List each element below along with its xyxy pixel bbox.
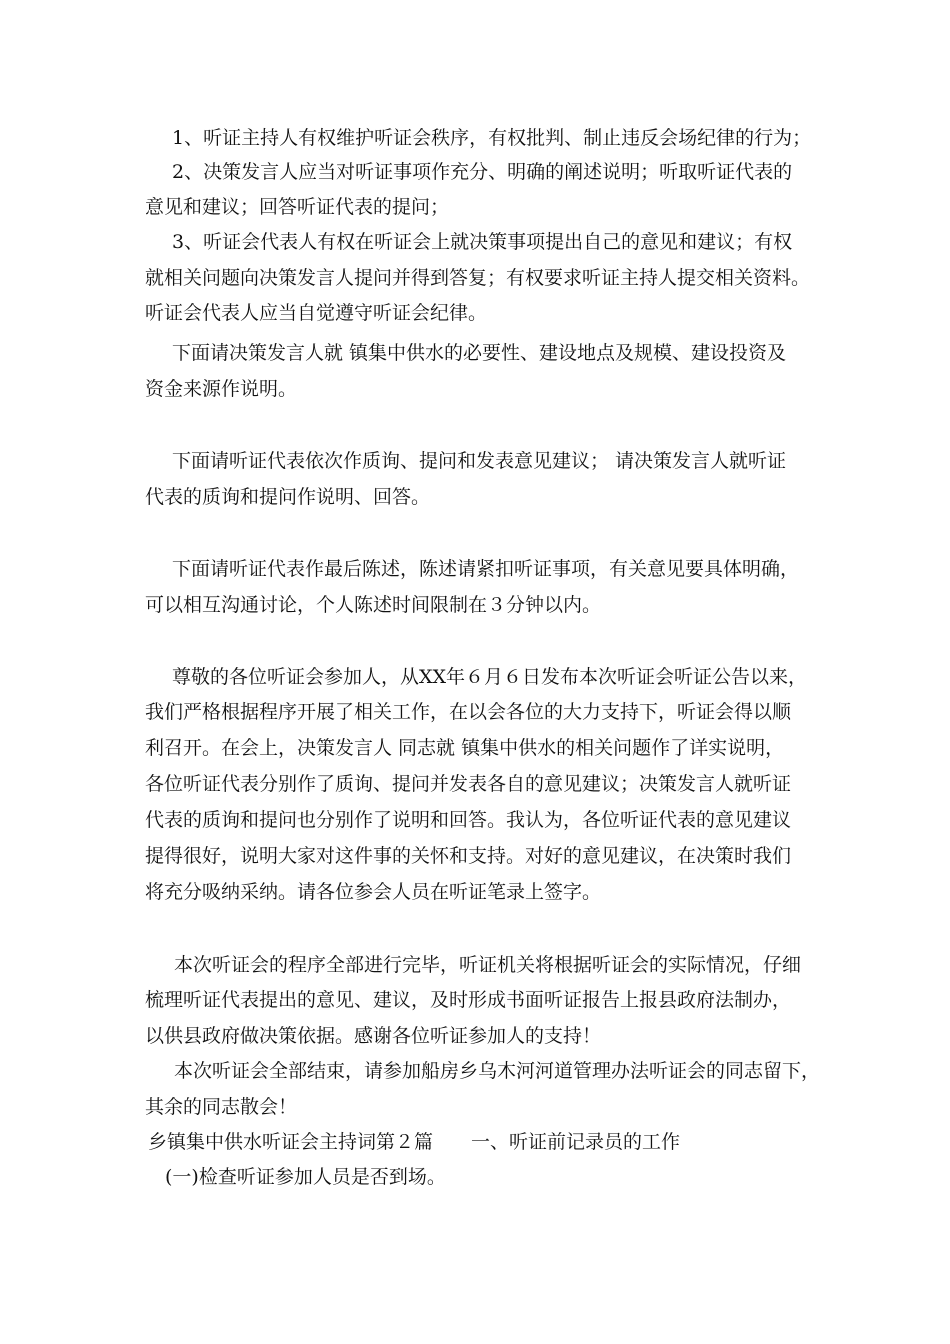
text-line: 本次听证会的程序全部进行完毕，听证机关将根据听证会的实际情况，仔细 xyxy=(174,954,802,976)
text-line: 其余的同志散会！ xyxy=(145,1096,298,1118)
text-line: 听证会代表人应当自觉遵守听证会纪律。 xyxy=(145,302,488,324)
text-line: 1、听证主持人有权维护听证会秩序，有权批判、制止违反会场纪律的行为； xyxy=(172,127,812,149)
text-line: 代表的质询和提问作说明、回答。 xyxy=(145,486,431,508)
text-line: 下面请听证代表作最后陈述，陈述请紧扣听证事项，有关意见要具体明确， xyxy=(172,558,800,580)
text-line: 意见和建议；回答听证代表的提问； xyxy=(145,196,450,218)
text-line: 梳理听证代表提出的意见、建议，及时形成书面听证报告上报县政府法制办， xyxy=(145,989,792,1011)
text-line: 我们严格根据程序开展了相关工作，在以会各位的大力支持下，听证会得以顺 xyxy=(145,701,792,723)
text-line: 以供县政府做决策依据。感谢各位听证参加人的支持！ xyxy=(145,1025,602,1047)
text-line: 本次听证会全部结束，请参加船房乡乌木河河道管理办法听证会的同志留下， xyxy=(174,1060,821,1082)
text-line: (一)检查听证参加人员是否到场。 xyxy=(165,1166,446,1188)
text-line: 3、听证会代表人有权在听证会上就决策事项提出自己的意见和建议；有权 xyxy=(172,231,793,253)
text-line: 尊敬的各位听证会参加人，从XX年６月６日发布本次听证会听证公告以来， xyxy=(172,666,808,688)
text-line: 下面请听证代表依次作质询、提问和发表意见建议； 请决策发言人就听证 xyxy=(172,450,787,472)
text-line: 将充分吸纳采纳。请各位参会人员在听证笔录上签字。 xyxy=(145,881,602,903)
section-heading: 乡镇集中供水听证会主持词第２篇 一、听证前记录员的工作 xyxy=(148,1131,681,1153)
text-line: 各位听证代表分别作了质询、提问并发表各自的意见建议；决策发言人就听证 xyxy=(145,773,792,795)
text-line: 代表的质询和提问也分别作了说明和回答。我认为，各位听证代表的意见建议 xyxy=(145,809,792,831)
text-line: 下面请决策发言人就 镇集中供水的必要性、建设地点及规模、建设投资及 xyxy=(172,342,787,364)
text-line: 可以相互沟通讨论，个人陈述时间限制在３分钟以内。 xyxy=(145,594,602,616)
text-line: 就相关问题向决策发言人提问并得到答复；有权要求听证主持人提交相关资料。 xyxy=(145,267,811,289)
text-line: 提得很好，说明大家对这件事的关怀和支持。对好的意见建议，在决策时我们 xyxy=(145,845,792,867)
text-line: 2、决策发言人应当对听证事项作充分、明确的阐述说明；听取听证代表的 xyxy=(172,161,793,183)
text-line: 利召开。在会上，决策发言人 同志就 镇集中供水的相关问题作了详实说明， xyxy=(145,737,785,759)
text-line: 资金来源作说明。 xyxy=(145,378,298,400)
